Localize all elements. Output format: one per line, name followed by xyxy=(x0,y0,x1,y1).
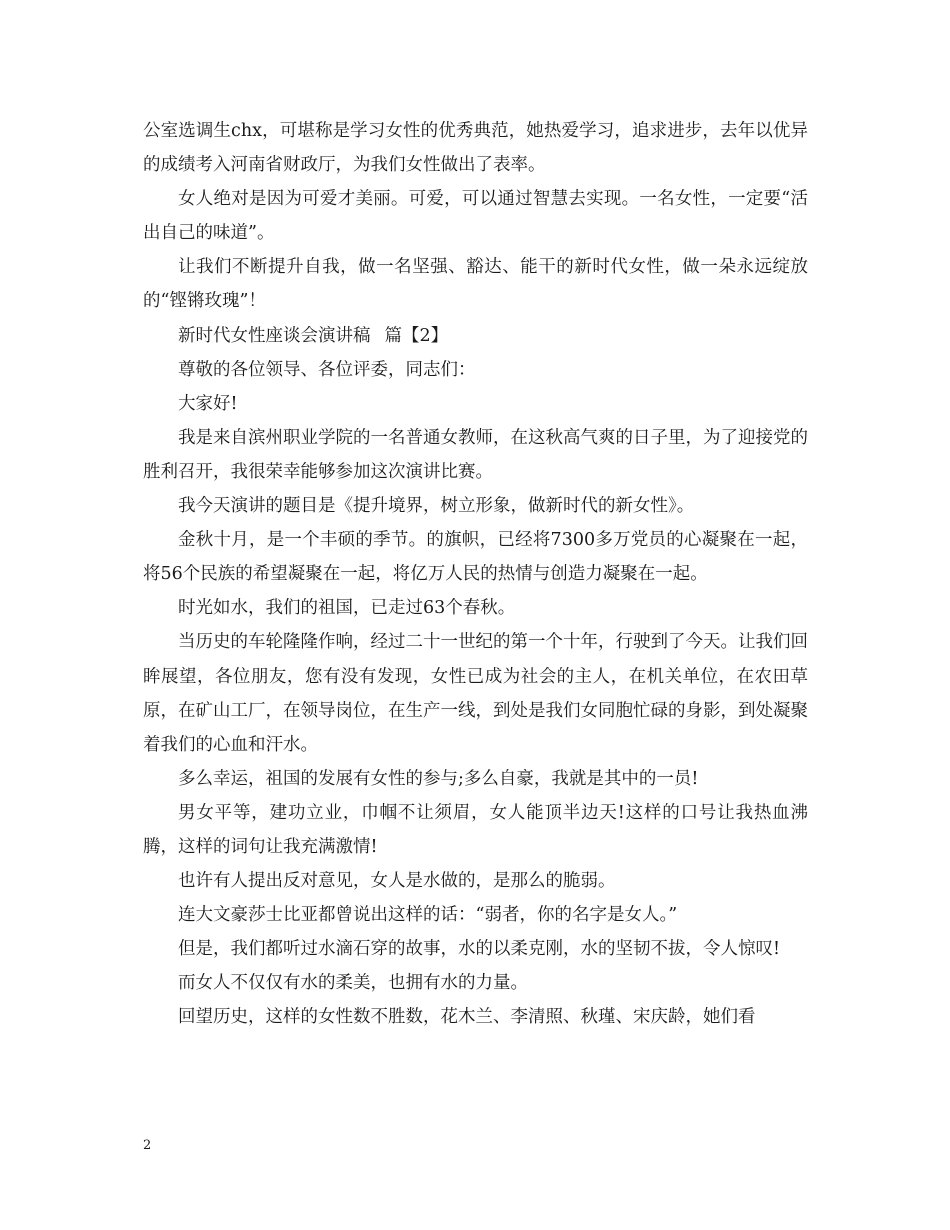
paragraph: 回望历史，这样的女性数不胜数，花木兰、李清照、秋瑾、宋庆龄，她们看 xyxy=(178,1007,756,1028)
paragraph: 多么幸运，祖国的发展有女性的参与;多么自豪，我就是其中的一员! xyxy=(178,768,699,789)
section-heading-title: 新时代女性座谈会演讲稿 xyxy=(178,325,371,346)
paragraph: 让我们不断提升自我，做一名坚强、豁达、能干的新时代女性，做一朵永远绽放的“铿锵玫瑰”！ xyxy=(143,257,808,312)
paragraph: 当历史的车轮隆隆作响，经过二十一世纪的第一个十年，行驶到了今天。让我们回眸展望，各位朋友，您有没有发现，女性已成为社会的主人，在机关单位，在农田草原，在矿山工厂，在领导岗位，在生产一线，到处是我们女同胞忙碌的身影，到处凝聚着我们的心血和汗水。 xyxy=(143,632,808,755)
greeting: 大家好! xyxy=(178,393,238,414)
salutation: 尊敬的各位领导、各位评委，同志们： xyxy=(178,359,476,380)
page-number: 2 xyxy=(143,1138,152,1153)
paragraph: 连大文豪莎士比亚都曾说出这样的话：“弱者，你的名字是女人。” xyxy=(178,905,678,926)
section-heading xyxy=(143,319,808,353)
section-heading-number: 篇【2】 xyxy=(384,325,449,346)
paragraph: 我是来自滨州职业学院的一名普通女教师，在这秋高气爽的日子里，为了迎接党的胜利召开，我很荣幸能够参加这次演讲比赛。 xyxy=(143,427,808,482)
paragraph: 女人绝对是因为可爱才美丽。可爱，可以通过智慧去实现。一名女性，一定要“活出自己的味道”。 xyxy=(143,189,808,244)
paragraph: 金秋十月，是一个丰硕的季节。的旗帜，已经将7300多万党员的心凝聚在一起，将56个民族的希望凝聚在一起，将亿万人民的热情与创造力凝聚在一起。 xyxy=(143,530,808,585)
paragraph: 但是，我们都听过水滴石穿的故事，水的以柔克刚，水的坚韧不拔，令人惊叹! xyxy=(178,939,781,960)
paragraph: 我今天演讲的题目是《提升境界，树立形象，做新时代的新女性》。 xyxy=(178,496,695,517)
paragraph: 男女平等，建功立业，巾帼不让须眉，女人能顶半边天!这样的口号让我热血沸腾，这样的词句让我充满激情! xyxy=(143,802,808,857)
paragraph: 公室选调生chx，可堪称是学习女性的优秀典范，她热爱学习，追求进步，去年以优异的成绩考入河南省财政厅，为我们女性做出了表率。 xyxy=(143,121,808,176)
paragraph: 时光如水，我们的祖国，已走过63个春秋。 xyxy=(178,598,516,619)
paragraph: 而女人不仅仅有水的柔美，也拥有水的力量。 xyxy=(178,973,528,994)
document-body xyxy=(143,114,808,1035)
paragraph: 也许有人提出反对意见，女人是水做的，是那么的脆弱。 xyxy=(178,871,616,892)
